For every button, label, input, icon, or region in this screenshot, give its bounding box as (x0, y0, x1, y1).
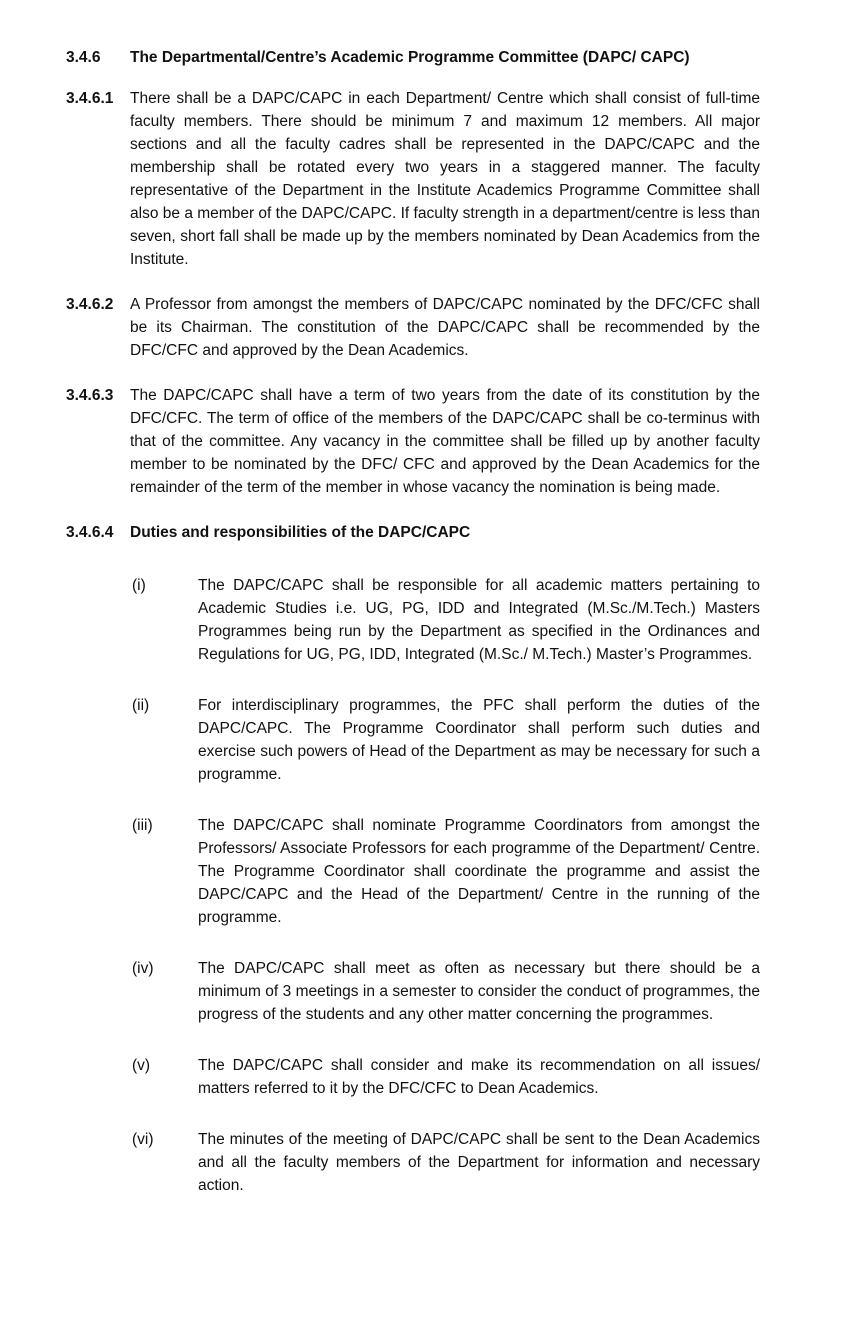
list-item-label: (v) (132, 1057, 151, 1074)
list-item-label: (ii) (132, 697, 150, 714)
list-item-text: The DAPC/CAPC shall nominate Programme Coordinators from amongst the Professors/ Associate Professors for each programme of the Department/ Centre. The Programme Coordinator shall coordinate the programme and assist the DAPC/CAPC and the Head of the Department/ Centre in the running of the programme. (198, 817, 760, 926)
paragraph-3-4-6-2 (66, 293, 760, 362)
list-item-vi (132, 1128, 760, 1197)
list-item-label: (iii) (132, 817, 153, 834)
list-item-v (132, 1054, 760, 1100)
paragraph-3-4-6-3 (66, 384, 760, 499)
clause-number: 3.4.6.4 (66, 524, 114, 541)
clause-number: 3.4.6.2 (66, 296, 114, 313)
list-item-text: The DAPC/CAPC shall consider and make its recommendation on all issues/ matters referred to it by the DFC/CFC to Dean Academics. (198, 1057, 760, 1097)
clause-number: 3.4.6.1 (66, 90, 114, 107)
list-item-iv (132, 957, 760, 1026)
section-title: The Departmental/Centre’s Academic Programme Committee (DAPC/ CAPC) (130, 49, 690, 66)
section-number: 3.4.6 (66, 49, 101, 66)
list-item-label: (iv) (132, 960, 154, 977)
list-item-ii (132, 694, 760, 786)
section-heading-3-4-6 (66, 46, 760, 69)
list-item-iii (132, 814, 760, 929)
duties-list-body (132, 574, 760, 1225)
list-item-text: The DAPC/CAPC shall meet as often as necessary but there should be a minimum of 3 meetings in a semester to consider the conduct of programmes, the progress of the students and any other matter concerning the programmes. (198, 960, 760, 1023)
subsection-title: Duties and responsibilities of the DAPC/CAPC (130, 524, 471, 541)
list-item-label: (i) (132, 577, 146, 594)
subsection-heading-3-4-6-4 (66, 521, 760, 544)
clause-number: 3.4.6.3 (66, 387, 114, 404)
list-item-text: The DAPC/CAPC shall be responsible for all academic matters pertaining to Academic Studies i.e. UG, PG, IDD and Integrated (M.Sc./M.Tech.) Masters Programmes being run by the Department as specified in the Ordinances and Regulations for UG, PG, IDD, Integrated (M.Sc./ M.Tech.) Master’s Programmes. (198, 577, 760, 663)
paragraph-3-4-6-1 (66, 87, 760, 271)
list-item-text: The minutes of the meeting of DAPC/CAPC shall be sent to the Dean Academics and all the faculty members of the Department for information and necessary action. (198, 1131, 760, 1194)
list-item-label: (vi) (132, 1131, 154, 1148)
clause-text: A Professor from amongst the members of DAPC/CAPC nominated by the DFC/CFC shall be its Chairman. The constitution of the DAPC/CAPC shall be recommended by the DFC/CFC and approved by the Dean Academics. (130, 296, 760, 359)
clause-text: There shall be a DAPC/CAPC in each Department/ Centre which shall consist of full-time faculty members. There should be minimum 7 and maximum 12 members. All major sections and all the faculty cadres shall be represented in the DAPC/CAPC and the membership shall be rotated every two years in a staggered manner. The faculty representative of the Department in the Institute Academics Programme Committee shall also be a member of the DAPC/CAPC. If faculty strength in a department/centre is less than seven, short fall shall be made up by the members nominated by Dean Academics from the Institute. (130, 90, 760, 268)
clause-text: The DAPC/CAPC shall have a term of two years from the date of its constitution by the DFC/CFC. The term of office of the members of the DAPC/CAPC shall be co-terminus with that of the committee. Any vacancy in the committee shall be filled up by another faculty member to be nominated by the DFC/ CFC and approved by the Dean Academics for the remainder of the term of the member in whose vacancy the nomination is being made. (130, 387, 760, 496)
list-item-i (132, 574, 760, 666)
duties-list (66, 574, 760, 1225)
list-item-text: For interdisciplinary programmes, the PFC shall perform the duties of the DAPC/CAPC. The Programme Coordinator shall perform such duties and exercise such powers of Head of the Department as may be necessary for such a programme. (198, 697, 760, 783)
